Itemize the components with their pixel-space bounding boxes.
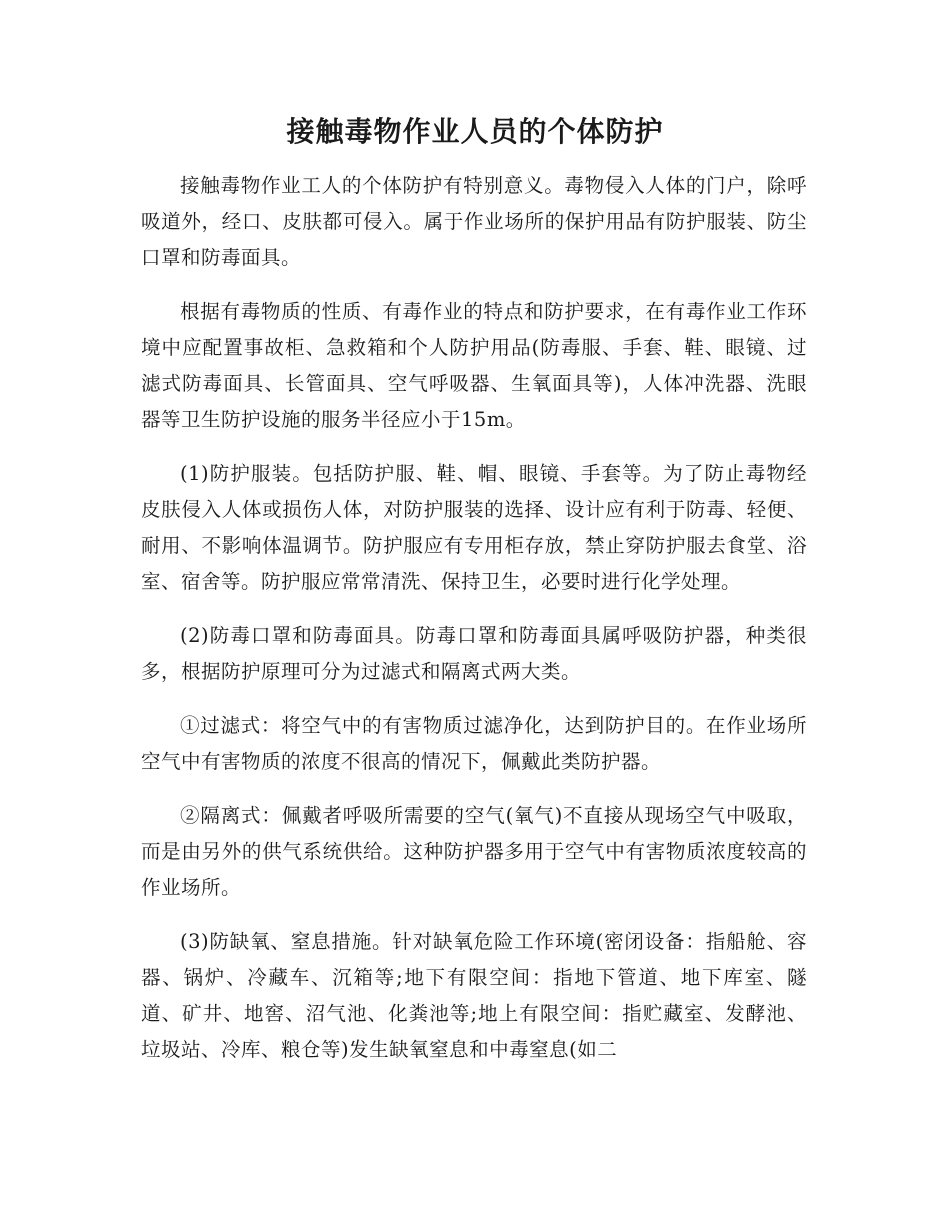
paragraph-anti-suffocation: (3)防缺氧、窒息措施。针对缺氧危险工作环境(密闭设备：指船舱、容器、锅炉、冷藏车、沉箱等;地下有限空间：指地下管道、地下库室、隧道、矿井、地窖、沼气池、化粪池等;地上有限空间：指贮藏室、发酵池、垃圾站、冷库、粮仓等)发生缺氧窒息和中毒窒息(如二	[141, 930, 807, 1061]
paragraph-filter-type: ①过滤式：将空气中的有害物质过滤净化，达到防护目的。在作业场所空气中有害物质的浓度不很高的情况下，佩戴此类防护器。	[141, 714, 807, 773]
page-title: 接触毒物作业人员的个体防护	[286, 115, 664, 148]
paragraph-requirements: 根据有毒物质的性质、有毒作业的特点和防护要求，在有毒作业工作环境中应配置事故柜、急救箱和个人防护用品(防毒服、手套、鞋、眼镜、过滤式防毒面具、长管面具、空气呼吸器、生氧面具等)，人体冲洗器、洗眼器等卫生防护设施的服务半径应小于15m。	[141, 300, 807, 431]
paragraph-protective-clothing: (1)防护服装。包括防护服、鞋、帽、眼镜、手套等。为了防止毒物经皮肤侵入人体或损伤人体，对防护服装的选择、设计应有利于防毒、轻便、耐用、不影响体温调节。防护服应有专用柜存放，禁止穿防护服去食堂、浴室、宿舍等。防护服应常常清洗、保持卫生，必要时进行化学处理。	[141, 462, 807, 593]
document-body	[141, 168, 807, 1086]
paragraph-intro: 接触毒物作业工人的个体防护有特别意义。毒物侵入人体的门户，除呼吸道外，经口、皮肤都可侵入。属于作业场所的保护用品有防护服装、防尘口罩和防毒面具。	[141, 174, 807, 269]
paragraph-isolation-type: ②隔离式：佩戴者呼吸所需要的空气(氧气)不直接从现场空气中吸取，而是由另外的供气系统供给。这种防护器多用于空气中有害物质浓度较高的作业场所。	[141, 804, 807, 899]
paragraph-masks: (2)防毒口罩和防毒面具。防毒口罩和防毒面具属呼吸防护器，种类很多，根据防护原理可分为过滤式和隔离式两大类。	[141, 624, 807, 683]
